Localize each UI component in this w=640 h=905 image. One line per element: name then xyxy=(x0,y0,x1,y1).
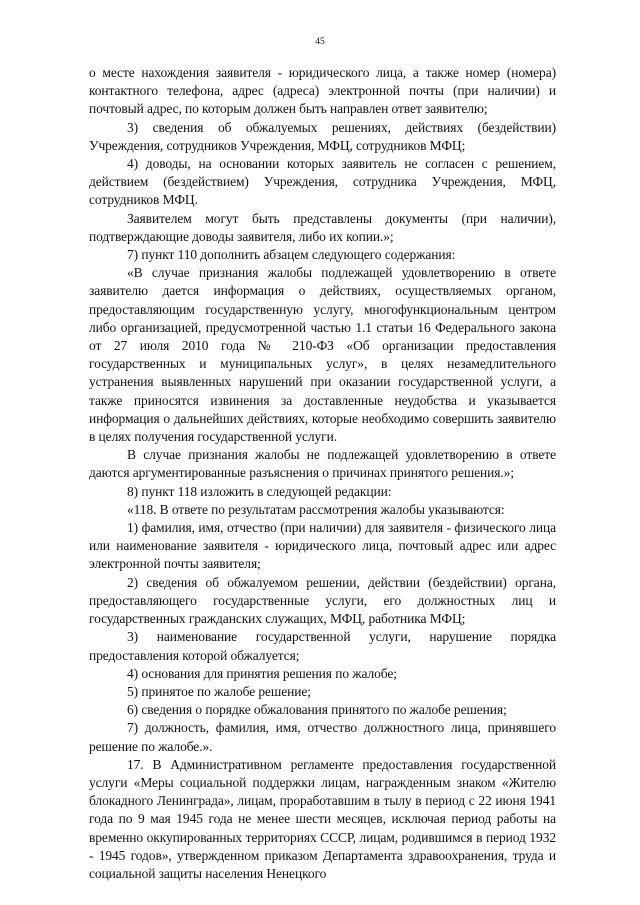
paragraph: В случае признания жалобы не подлежащей удовлетворению в ответе даются аргументированные разъяснения о причинах принятого решения.»; xyxy=(89,447,556,481)
paragraph: Заявителем могут быть представлены документы (при наличии), подтверждающие доводы заявителя, либо их копии.»; xyxy=(89,210,556,244)
paragraph: 2) сведения об обжалуемом решении, действии (бездействии) органа, предоставляющего государственные услуги, его должностных лиц и государственных гражданских служащих, МФЦ, работника МФЦ; xyxy=(89,574,556,627)
document-body xyxy=(89,64,556,883)
paragraph: 4) основания для принятия решения по жалобе; xyxy=(127,665,397,681)
page-number: 45 xyxy=(315,37,325,47)
paragraph: 3) сведения об обжалуемых решениях, действиях (бездействии) Учреждения, сотрудников Учреждения, МФЦ, сотрудников МФЦ; xyxy=(89,119,556,153)
paragraph: 1) фамилия, имя, отчество (при наличии) для заявителя - физического лица или наименование заявителя - юридического лица, почтовый адрес или адрес электронной почты заявителя; xyxy=(89,520,556,572)
paragraph: 3) наименование государственной услуги, нарушение порядка предоставления которой обжалуется; xyxy=(89,629,556,663)
paragraph: о месте нахождения заявителя - юридического лица, а также номер (номера) контактного телефона, адрес (адреса) электронной почты (при наличии) и почтовый адрес, по которым должен быть направлен ответ заявителю; xyxy=(89,65,556,117)
paragraph: 6) сведения о порядке обжалования принятого по жалобе решения; xyxy=(127,702,507,718)
paragraph: «В случае признания жалобы подлежащей удовлетворению в ответе заявителю дается информация о действиях, осуществляемых органом, предоставляющим государственную услугу, многофункциональным центром либо организацией, предусмотренной частью 1.1 статьи 16 Федерального закона от 27 июля 2010 года № 210-ФЗ «Об организации предоставления государственных и муниципальных услуг», в целях незамедлительного устранения выявленных нарушений при оказании государственной услуги, а также приносятся извинения за доставленные неудобства и указывается информация о дальнейших действиях, которые необходимо совершить заявителю в целях получения государственной услуги. xyxy=(89,265,556,445)
paragraph: 5) принятое по жалобе решение; xyxy=(127,683,311,699)
paragraph: 17. В Административном регламенте предоставления государственной услуги «Меры социальной поддержки лицам, награжденным знаком «Жителю блокадного Ленинграда», лицам, проработавшим в тылу в период с 22 июня 1941 года по 9 мая 1945 года не менее шести месяцев, исключая период работы на временно оккупированных территориях СССР, лицам, родившимся в период 1932 - 1945 годов», утвержденном приказом Департамента здравоохранения, труда и социальной защиты населения Ненецкого xyxy=(89,756,556,881)
paragraph: «118. В ответе по результатам рассмотрения жалобы указываются: xyxy=(127,501,505,517)
paragraph: 8) пункт 118 изложить в следующей редакции: xyxy=(127,483,392,499)
paragraph: 4) доводы, на основании которых заявитель не согласен с решением, действием (бездействием) Учреждения, сотрудника Учреждения, МФЦ, сотрудников МФЦ. xyxy=(89,156,556,208)
paragraph: 7) пункт 110 дополнить абзацем следующего содержания: xyxy=(127,247,456,263)
paragraph: 7) должность, фамилия, имя, отчество должностного лица, принявшего решение по жалобе.». xyxy=(89,720,556,754)
